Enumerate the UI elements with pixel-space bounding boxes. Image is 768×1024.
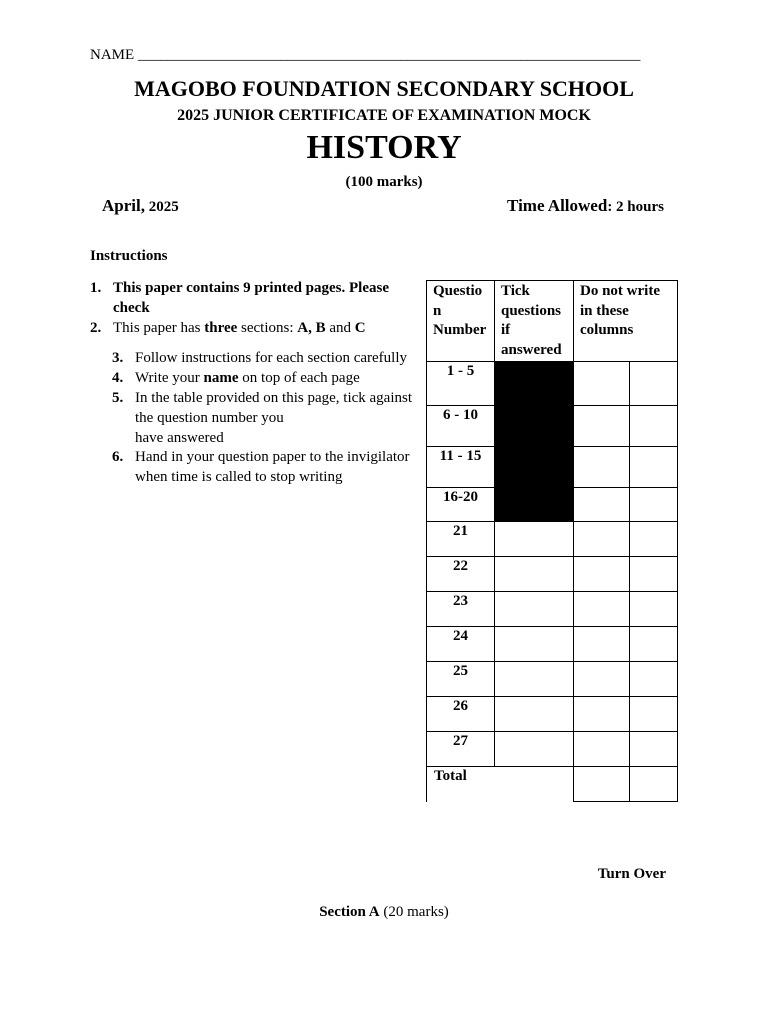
shaded-cell	[495, 406, 574, 447]
examiner-cell	[574, 592, 630, 627]
instruction-number: 3.	[112, 350, 124, 366]
instruction-text	[113, 318, 366, 338]
examiner-cell	[574, 627, 630, 662]
table-row	[427, 592, 678, 627]
question-number: 21	[427, 522, 495, 557]
exam-date	[102, 196, 179, 216]
instruction-number: 6.	[112, 449, 124, 465]
instruction-item	[112, 348, 422, 368]
tick-cell[interactable]	[495, 662, 574, 697]
table-row	[427, 627, 678, 662]
instruction-line: Hand in your question paper to the invigilator	[135, 449, 410, 465]
instruction-segment: on top of each page	[238, 370, 360, 386]
table-total-row	[427, 767, 678, 802]
time-allowed	[507, 196, 664, 216]
instruction-line: This paper contains 9 printed pages. Please	[113, 280, 389, 296]
question-range: 1 - 5	[427, 362, 495, 406]
question-range: 11 - 15	[427, 447, 495, 488]
instruction-number: 1.	[90, 280, 102, 296]
examiner-cell	[630, 592, 678, 627]
time-allowed-label: Time Allowed	[507, 196, 608, 215]
tick-cell[interactable]	[495, 732, 574, 767]
question-tick-table	[426, 280, 678, 802]
instruction-segment: Write your	[135, 370, 204, 386]
shaded-cell	[495, 447, 574, 488]
examiner-cell	[574, 662, 630, 697]
examiner-cell	[574, 447, 630, 488]
section-heading	[0, 904, 768, 921]
tick-cell[interactable]	[495, 697, 574, 732]
table-row	[427, 697, 678, 732]
question-number: 22	[427, 557, 495, 592]
question-number: 27	[427, 732, 495, 767]
exam-title: 2025 JUNIOR CERTIFICATE OF EXAMINATION MOCK	[177, 107, 591, 124]
instruction-line: In the table provided on this page, tick against	[135, 390, 413, 406]
question-range: 6 - 10	[427, 406, 495, 447]
shaded-cell	[495, 488, 574, 522]
examiner-cell	[630, 662, 678, 697]
name-field-label: NAME ___________________________________________________________________	[90, 47, 641, 63]
table-header-row	[427, 281, 678, 362]
instruction-emphasis: A, B	[297, 320, 326, 336]
examiner-cell	[630, 406, 678, 447]
examiner-cell	[574, 732, 630, 767]
subject-title: HISTORY	[306, 129, 462, 166]
instruction-segment: This paper has	[113, 320, 205, 336]
header-tick-questions: Tick questions if answered	[495, 281, 574, 362]
total-marks: (100 marks)	[345, 174, 423, 190]
examiner-total-cell	[630, 767, 678, 802]
question-number: 25	[427, 662, 495, 697]
examiner-cell	[574, 557, 630, 592]
instruction-text	[135, 447, 410, 487]
total-label: Total	[427, 767, 495, 802]
table-row	[427, 522, 678, 557]
question-number: 23	[427, 592, 495, 627]
turn-over-note: Turn Over	[597, 866, 666, 882]
instruction-line: when time is called to stop writing	[135, 469, 343, 485]
instruction-text	[135, 388, 412, 448]
table-row	[427, 662, 678, 697]
instruction-segment: sections:	[237, 320, 298, 336]
examiner-cell	[574, 488, 630, 522]
instruction-item	[112, 447, 422, 487]
instruction-item	[90, 278, 420, 318]
instruction-segment: and	[325, 320, 355, 336]
instruction-emphasis: three	[204, 320, 238, 336]
examiner-cell	[630, 557, 678, 592]
instruction-number: 4.	[112, 370, 124, 386]
question-range: 16-20	[427, 488, 495, 522]
examiner-cell	[574, 362, 630, 406]
time-allowed-value: : 2 hours	[607, 199, 664, 215]
instruction-item	[112, 388, 422, 448]
table-row	[427, 406, 678, 447]
table-row	[427, 732, 678, 767]
school-name: MAGOBO FOUNDATION SECONDARY SCHOOL	[134, 76, 634, 101]
header-do-not-write: Do not write in these columns	[574, 281, 678, 362]
table-row	[427, 557, 678, 592]
examiner-cell	[574, 522, 630, 557]
examiner-cell	[574, 697, 630, 732]
instruction-line: have answered	[135, 430, 224, 446]
tick-cell[interactable]	[495, 522, 574, 557]
examiner-cell	[630, 627, 678, 662]
instruction-text	[113, 278, 389, 318]
examiner-cell	[574, 406, 630, 447]
header-question-number: Questio n Number	[427, 281, 495, 362]
examiner-cell	[630, 697, 678, 732]
examiner-cell	[630, 732, 678, 767]
exam-month: April,	[102, 196, 145, 215]
question-number: 24	[427, 627, 495, 662]
tick-cell[interactable]	[495, 592, 574, 627]
examiner-cell	[630, 362, 678, 406]
instruction-emphasis: name	[203, 370, 239, 386]
examiner-cell	[630, 522, 678, 557]
instruction-text: Follow instructions for each section carefully	[135, 350, 408, 366]
instruction-number: 2.	[90, 320, 102, 336]
instruction-line: check	[113, 300, 150, 316]
instruction-emphasis: C	[354, 320, 366, 336]
instruction-item	[112, 368, 422, 388]
examiner-total-cell	[574, 767, 630, 802]
instructions-title: Instructions	[90, 248, 168, 264]
section-label: Section A	[319, 904, 380, 920]
table-row	[427, 447, 678, 488]
instruction-line: the question number you	[135, 410, 284, 426]
table-row	[427, 362, 678, 406]
instruction-number: 5.	[112, 390, 124, 406]
examiner-cell	[630, 488, 678, 522]
section-marks: (20 marks)	[379, 904, 449, 920]
instruction-text	[135, 368, 360, 388]
question-number: 26	[427, 697, 495, 732]
blank-cell	[495, 767, 574, 802]
table-row	[427, 488, 678, 522]
exam-year: 2025	[144, 199, 179, 215]
shaded-cell	[495, 362, 574, 406]
instruction-item	[90, 318, 420, 338]
examiner-cell	[630, 447, 678, 488]
tick-cell[interactable]	[495, 557, 574, 592]
tick-cell[interactable]	[495, 627, 574, 662]
